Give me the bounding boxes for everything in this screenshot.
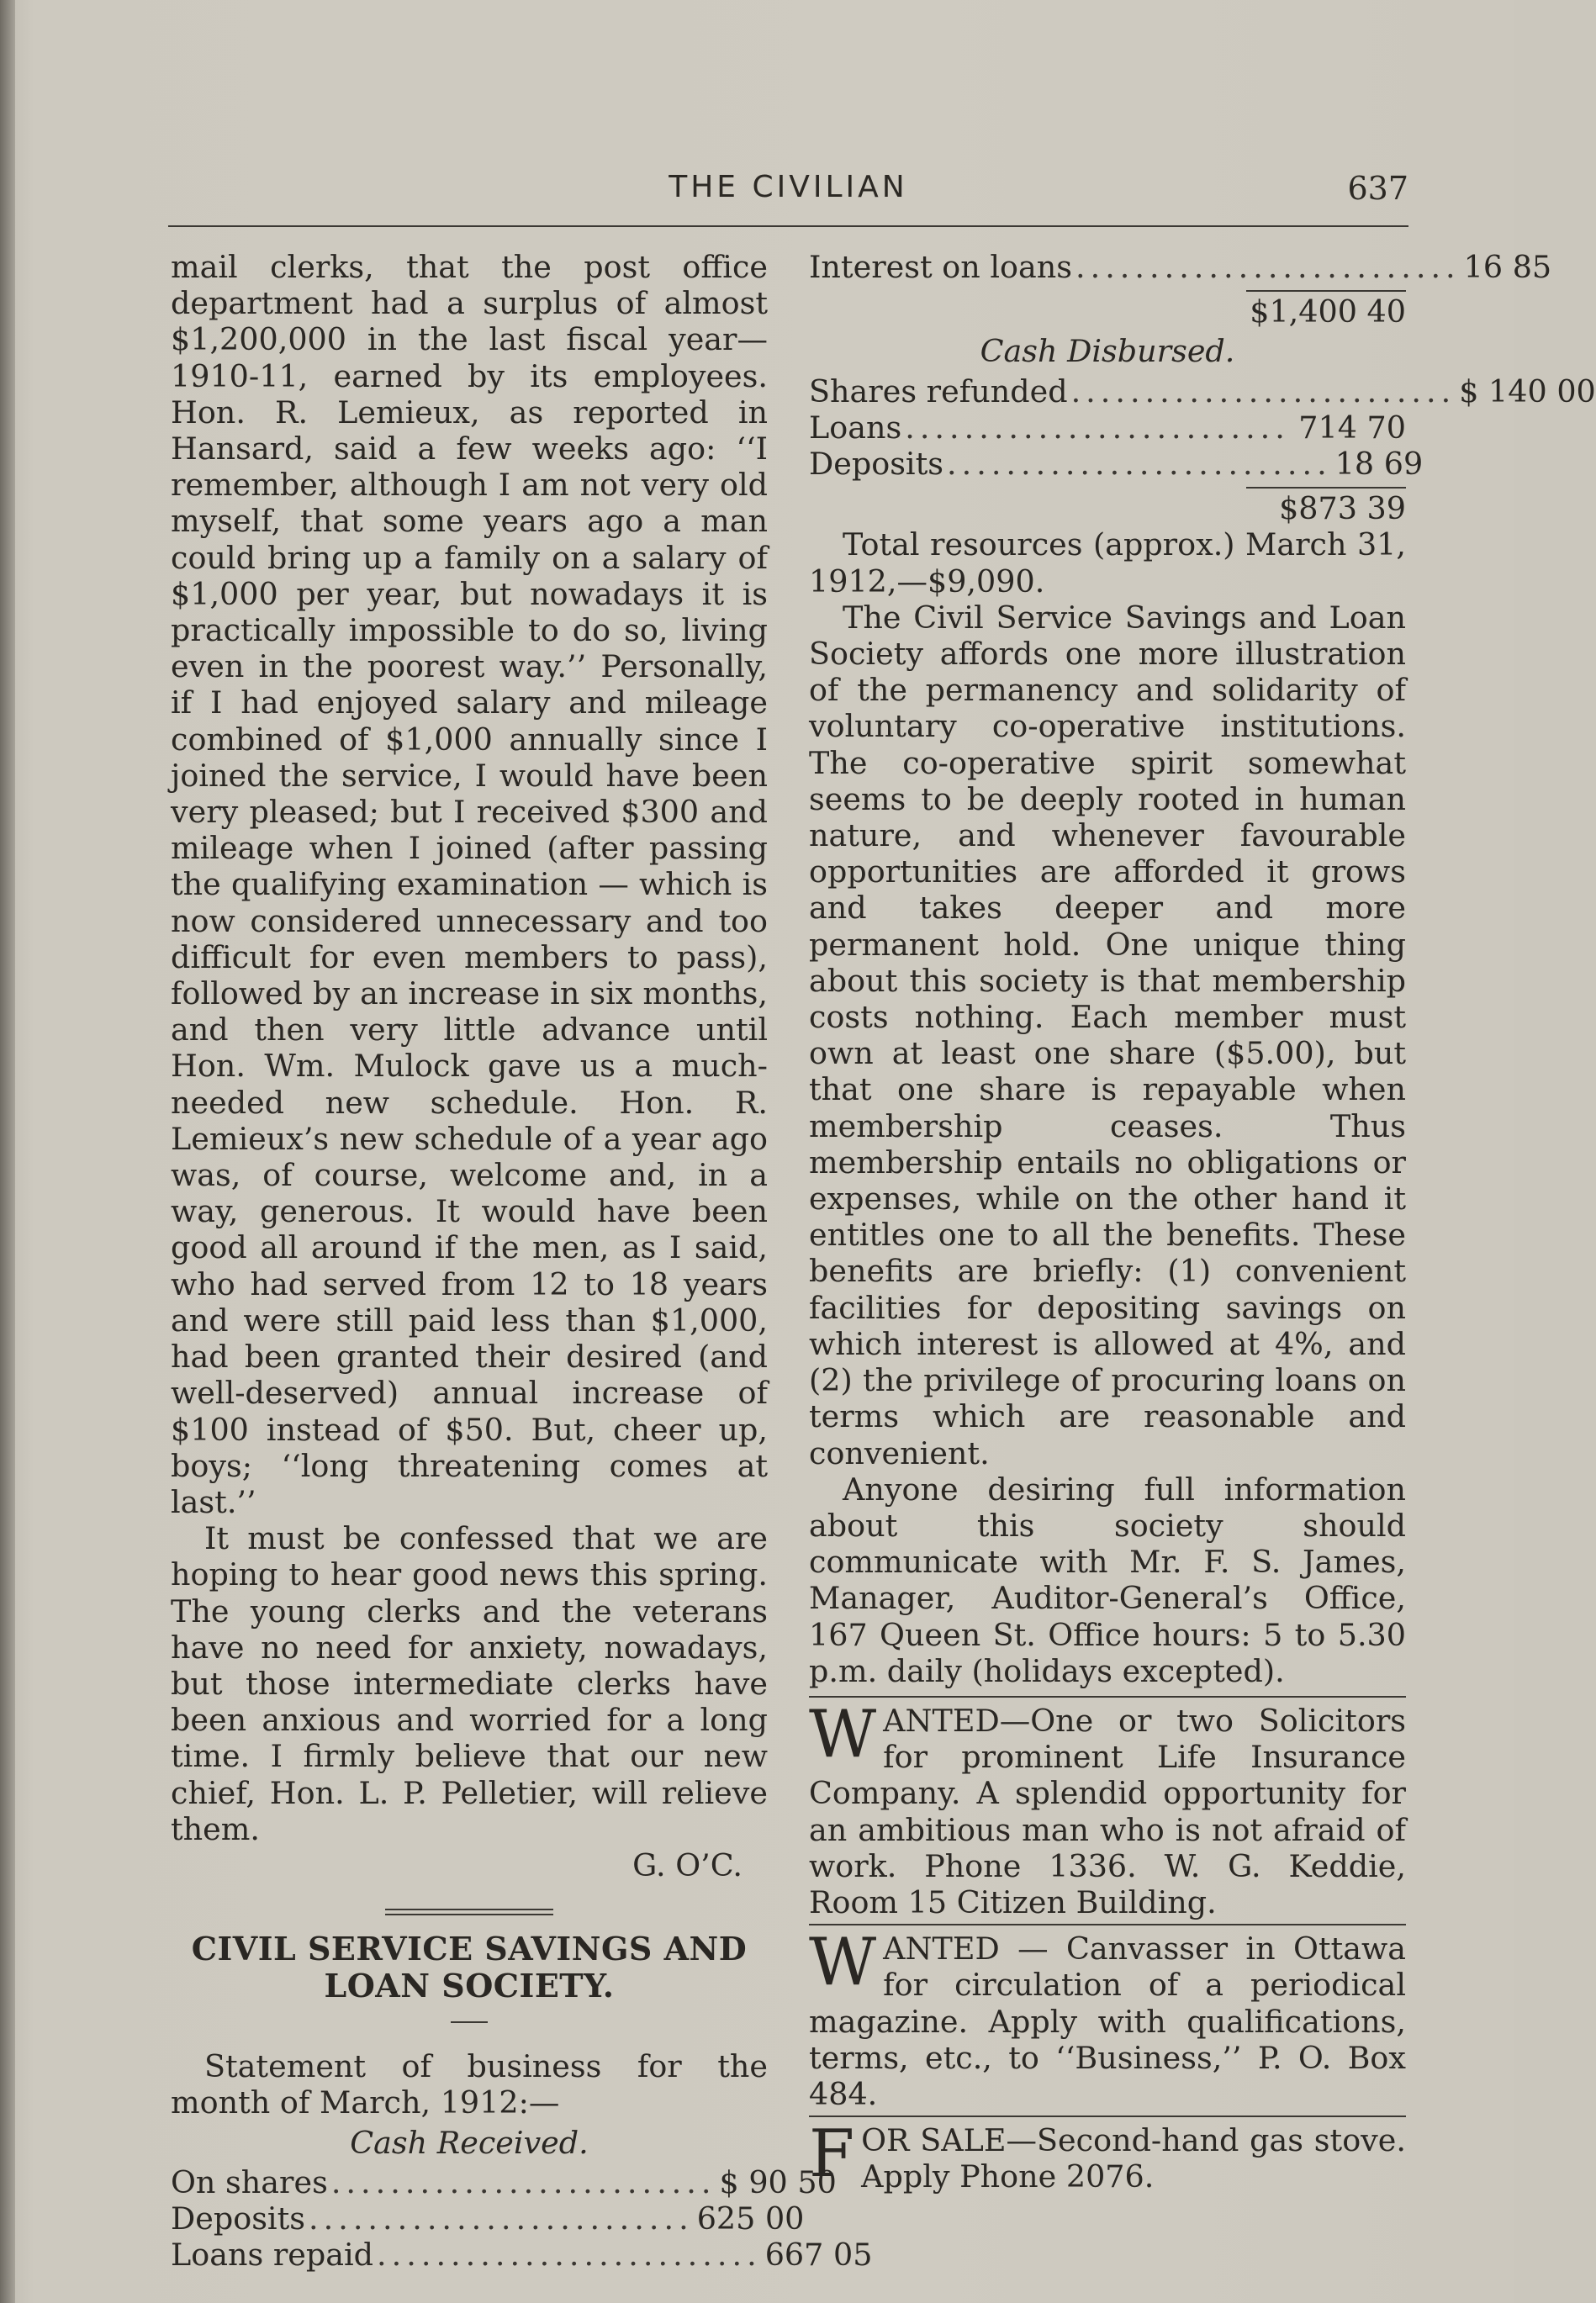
- ledger-label: On shares: [171, 2163, 328, 2200]
- ad-divider: [809, 1696, 1406, 1698]
- leader-dots: ..........................: [1075, 249, 1461, 285]
- section-title-line: LOAN SOCIETY.: [324, 1967, 615, 2005]
- ledger-amount: 667 05: [764, 2237, 873, 2274]
- total-rule: [1246, 487, 1406, 489]
- right-column: [809, 249, 1596, 2195]
- section-title-line: CIVIL SERVICE SAVINGS AND: [191, 1930, 748, 1968]
- leader-dots: ..........................: [309, 2200, 694, 2237]
- ledger-amount: 625 00: [696, 2200, 805, 2237]
- disbursed-total: $873 39: [1279, 490, 1406, 527]
- ledger-amount: $ 90 50: [719, 2163, 837, 2200]
- classified-ad-gas-stove: [809, 2116, 1406, 2195]
- ledger-amount: 16 85: [1463, 249, 1552, 285]
- leader-dots: ..........................: [330, 2163, 716, 2200]
- leader-dots: ..........................: [377, 2237, 762, 2274]
- resources-line: Total resources (approx.) March 31, 1912,—$9,090.: [809, 526, 1406, 600]
- cash-received-heading: Cash Received.: [350, 2124, 589, 2161]
- ledger-label: Interest on loans: [809, 249, 1072, 285]
- drop-cap: W: [809, 1925, 877, 2001]
- section-divider: [385, 1909, 553, 1915]
- ledger-label: Loans: [809, 409, 902, 446]
- ledger-amount: 714 70: [1298, 409, 1406, 446]
- leader-dots: ..........................: [1070, 372, 1456, 409]
- cash-received-list: [171, 2163, 873, 2274]
- leader-dots: ..........................: [905, 409, 1290, 446]
- ledger-label: Deposits: [171, 2200, 306, 2237]
- ledger-label: Loans repaid: [171, 2237, 374, 2274]
- leader-dots: ..........................: [947, 446, 1332, 483]
- received-total: $1,400 40: [1250, 293, 1406, 330]
- ledger-row: [809, 249, 1552, 285]
- page-number: 637: [1347, 170, 1408, 207]
- ledger-row: [171, 2200, 805, 2237]
- drop-cap: W: [809, 1696, 877, 1772]
- short-divider: [451, 2021, 488, 2023]
- header-rule: [168, 225, 1408, 227]
- left-column: [171, 249, 873, 2274]
- ad-divider: [809, 1924, 1406, 1925]
- classified-ad-solicitors: [809, 1696, 1406, 1920]
- ledger-label: Shares refunded: [809, 372, 1068, 409]
- section-title: [171, 1931, 768, 2005]
- article-paragraph: mail clerks, that the post office department had a surplus of almost $1,200,000 in the last fiscal year—1910-11, earned by its employees. Hon. R. Lemieux, as reported in Hansard, said a few weeks ago: ‘‘I remember, although I am not very old myself, that some years ago a man could bring up a family on a salary of $1,000 per year, but nowadays it is practically impossible to do so, living even in the poorest way.’’ Personally, if I had enjoyed salary and mileage combined of $1,000 annually since I joined the service, I would have been very pleased; but I received $300 and mileage when I joined (after passing the qualifying examination — which is now considered unnecessary and too difficult for even members to pass), followed by an increase in six months, and then very little advance until Hon. Wm. Mulock gave us a much-needed new schedule. Hon. R. Lemieux’s new schedule of a year ago was, of course, welcome and, in a way, generous. It would have been good all around if the men, as I said, who had served from 12 to 18 years and were still paid less than $1,000, had been granted their desired (and well-deserved) annual increase of $100 instead of $50. But, cheer up, boys; ‘‘long threatening comes at last.’’: [171, 249, 768, 1520]
- classified-ad-canvasser: [809, 1925, 1406, 2112]
- drop-cap: F: [809, 2116, 855, 2193]
- article-paragraph: It must be confessed that we are hoping to hear good news this spring. The young clerks and the veterans have no need for anxiety, nowadays, but those intermediate clerks have been anxious and worried for a long time. I firmly believe that our new chief, Hon. L. P. Pelletier, will relieve them.: [171, 1520, 768, 1847]
- total-rule: [1246, 290, 1406, 292]
- page-spine-shadow: [0, 0, 15, 2303]
- article-signature: G. O’C.: [632, 1846, 743, 1883]
- article-paragraph: The Civil Service Savings and Loan Society affords one more illustration of the permanency and solidarity of voluntary co-operative institutions. The co-operative spirit somewhat seems to be deeply rooted in human nature, and whenever favourable opportunities are afforded it grows and takes deeper and more permanent hold. One unique thing about this society is that membership costs nothing. Each member must own at least one share ($5.00), but that one share is repayable when membership ceases. Thus membership entails no obligations or expenses, while on the other hand it entitles one to all the benefits. These benefits are briefly: (1) convenient facilities for depositing savings on which interest is allowed at 4%, and (2) the privilege of procuring loans on terms which are reasonable and convenient.: [809, 599, 1406, 1471]
- ledger-amount: 18 69: [1334, 446, 1424, 483]
- ad-divider: [809, 2115, 1406, 2117]
- journal-title: THE CIVILIAN: [669, 170, 908, 204]
- ledger-row: [809, 409, 1406, 446]
- ledger-label: Deposits: [809, 446, 944, 483]
- ad-text: OR SALE—Second-hand gas stove. Apply Phone 2076.: [861, 2122, 1406, 2195]
- signature-line: [171, 1847, 768, 1883]
- page-header: [168, 166, 1408, 209]
- ledger-row: [809, 372, 1596, 409]
- cash-disbursed-heading: Cash Disbursed.: [980, 333, 1235, 370]
- ledger-row: [809, 446, 1424, 483]
- ledger-amount: $ 140 00: [1459, 372, 1596, 409]
- statement-intro: Statement of business for the month of March, 1912:—: [171, 2048, 768, 2121]
- ad-text: ANTED — Canvasser in Ottawa for circulation of a periodical magazine. Apply with qualifications, terms, etc., to ‘‘Business,’’ P. O. Box 484.: [809, 1931, 1406, 2112]
- cash-disbursed-list: [809, 372, 1596, 483]
- article-paragraph: Anyone desiring full information about this society should communicate with Mr. F. S. James, Manager, Auditor-General’s Office, 167 Queen St. Office hours: 5 to 5.30 p.m. daily (holidays excepted).: [809, 1471, 1406, 1689]
- ledger-row: [171, 2163, 837, 2200]
- ad-text: ANTED—One or two Solicitors for prominent Life Insurance Company. A splendid opportunity for an ambitious man who is not afraid of work. Phone 1336. W. G. Keddie, Room 15 Citizen Building.: [809, 1702, 1406, 1920]
- ledger-row: [171, 2237, 873, 2274]
